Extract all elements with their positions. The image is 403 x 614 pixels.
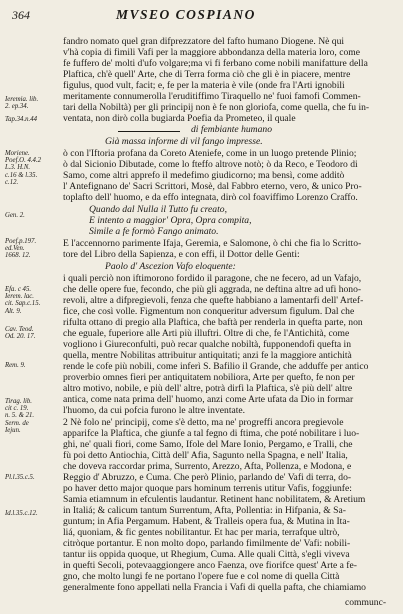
verse-line: Simile a fe formò Fango animato. <box>89 226 219 237</box>
margin-note: Moriene. Poef.O. 4.4.2 L.3. H.N. c.16 & l.35. c.12. <box>5 150 42 186</box>
text-line: revoli, altre a difpregievoli, fenza che quefte habbiano a lamentarfi dell' Artef- <box>63 295 364 306</box>
text-line: proverbio omnes fieri per antiquitatem nobiliora, Arte per quefto, fe non per <box>63 372 355 383</box>
text-line: ghi, ne' quali fiori, come Samo, Ifole del Mare Ionio, Pergamo, e Tralli, che <box>63 439 353 450</box>
verse-line: E intento a maggior' Opra, Opra compita, <box>89 215 252 226</box>
text-line: quella, mentre Nobilitas attribuitur antiquitati; anzi fe la maggiore antichità <box>63 350 352 361</box>
text-line: ò con l'Iftoria profana da Coreto Ateniefe, come in un luogo pretende Plinio; <box>63 148 357 159</box>
text-line: fice, che così volle. Figmentum non conqueritur adversum figulum. Dal che <box>63 306 355 317</box>
verse-rule <box>118 131 180 132</box>
text-line: gno, che molto lungi fe ne portano l'opere fue e col nome di quella Città <box>63 571 340 582</box>
text-line: v'hà copia di fimili Vafi per la maggiore abbondanza della materia loro, come <box>63 47 360 58</box>
text-line: tari della Nobiltà) per gli principij non è fe non gloriofa, come quella, che fu in- <box>63 102 370 113</box>
text-line: Samo, come altri apprefo il medefimo giudicorno; ma bensì, come additò <box>63 170 345 181</box>
margin-note: Poef.p.197. ed.Ven. 1668. 12. <box>5 238 37 260</box>
text-line: fe fuffero de' molti d'ufo volgare;ma vi fi ferbano come nobili manifatture della <box>63 58 368 69</box>
text-line: guntum; in Afia Pergamum. Habent, & Tralleis opera fua, & Mutina in Ita- <box>63 516 350 527</box>
text-line: liá, quoniam, & fic gentes nobilitantur. Et hac per maria, terrafque ultrò, <box>63 527 340 538</box>
text-line: altro motivo, nobile, e più dell' altre, potrà dirfi la Plaftica, s'è più dell' altre <box>63 383 353 394</box>
text-line: vogliono i Giureconfulti, può recar qualche nobiltà, fupponendofi quefta in <box>63 339 351 350</box>
text-line: Samia etiamnum in efculentis laudantur. Retinent hanc nobilitatem, & Aretium <box>63 494 366 505</box>
verse-line: Già massa informe di vil fango impresse. <box>105 136 263 147</box>
text-line: Reggio d' Abruzzo, e Cuma. Che però Plinio, parlando de' Vafi di terra, do- <box>63 472 352 483</box>
running-title: MVSEO COSPIANO <box>116 7 256 22</box>
page-number: 364 <box>12 8 30 22</box>
text-line: Plaftica, ch'è quell' Arte, che di Terra forma ciò che gli è in piacere, mentre <box>63 69 351 80</box>
margin-note: Tap.34.n.44 <box>5 116 38 123</box>
text-line: 2 Nè folo ne' principij, come s'è detto, ma ne' progreffi ancora pregievole <box>63 417 344 428</box>
verse-line: Quando dal Nulla il Tutto fu creato, <box>89 204 227 215</box>
text-line: che delle opere fue, fecondo, che più gli aggrada, ne deftina altre ad ufi hono- <box>63 284 362 295</box>
text-line: in Italiá; & calicum tantum Surrentum, Afta, Pollentia: in Hifpania, & Sa- <box>63 505 346 516</box>
margin-note: Pl.l.35.c.5. <box>5 474 35 481</box>
text-line: ò dal Sicionio Dibutade, come lo fteffo altrove notò; ò da Reco, e Teodoro di <box>63 159 358 170</box>
text-line: tantur iis oppida quoque, ut Rhegium, Cuma. Alle quali Città, s'egli viveva <box>63 549 350 560</box>
text-line: l' Antefignano de' Sacri Scrittori, Mosè, dal Fabbro eterno, vero, & unico Pro- <box>63 181 362 192</box>
margin-note: Ieremia. lib. 2. ep.34. <box>5 96 39 111</box>
text-line: apparifce la Plaftica, che giunfe a tal fegno di ftima, che poté nobilitare i luo- <box>63 428 360 439</box>
text-line: E l'accennorno parimente Ifaja, Geremia, e Salomone, ò chi che fia lo Scritto- <box>63 238 362 249</box>
text-line: i quali perciò non iftimorono fordido il paragone, che ne fecero, ad un Vafajo, <box>63 273 362 284</box>
verse-line: Paolo d' Ascezion Vafo eloquente: <box>105 261 236 272</box>
margin-note: Efa. c 45. Ierem. lac. cit. Sap.c.15. Alt. 9. <box>5 286 41 315</box>
text-line: citròque portantur. E non molto dopo, parlando fimilmente de' Vafi: nobili- <box>63 538 351 549</box>
text-line: figulus, quod vult, facit; e, fe per la materia è vile (onde fra l'Arti ignobili <box>63 80 345 91</box>
text-line: che eguale, fuperiore alle Arti più illuftri. Oltre di che, fe l'Antichità, come <box>63 328 350 339</box>
text-line: meritamente connumerolla l'eruditiffimo Tiraquello ne' fuoi famofi Commen- <box>63 91 361 102</box>
text-line: generalmente fono appellati nella Francia i Vafi di quella pafta, che chiamiamo <box>63 582 366 593</box>
text-line: ventata, non dirò colla bugiarda Poefia da Prometeo, il quale <box>63 113 296 124</box>
text-line: rifulta ottano di pregio alla Plaftica, che baftà per renderla in quefta parte, non <box>63 317 363 328</box>
text-line: fù poi detto Antiochia, Città dell' Afia, Sagunto nella Spagna, e nell' Italia, <box>63 450 348 461</box>
catchword: communc- <box>345 597 387 608</box>
text-line: antica, come nata prima dell' huomo, anzi come Arte ufata da Dio in formar <box>63 394 354 405</box>
body-text <box>63 0 399 614</box>
text-line: in quefti Secoli, potevaaggiongere anco Faenza, ove fiorifce quest' Arte a fe- <box>63 560 357 571</box>
margin-note: Id.l.35.c.12. <box>5 510 38 517</box>
text-line: che doveva raccordar prima, Surrento, Arezzo, Afta, Pollenza, e Modona, e <box>63 461 352 472</box>
margin-note: Cav. Teod. Od. 20. 17. <box>5 326 36 341</box>
text-line: toplafto dell' huomo, e da effo integnata, dirò col foaviffimo Lorenzo Craffo. <box>63 192 358 203</box>
text-line: fandro nomato quel gran difprezzatore del fafto humano Diogene. Nè qui <box>63 36 345 47</box>
text-line: l'huomo, da cui pofcia furono le altre inventate. <box>63 405 246 416</box>
margin-notes <box>5 0 63 614</box>
verse-line: di fembiante humano <box>191 124 273 135</box>
margin-note: Tirag. lib. cit c. 19. n. 5. & 21. Serm. de Iejun. <box>5 398 35 434</box>
text-line: po haver detto major quoque pars hominum terrenis utitur Vafis, foggiunfe: <box>63 483 352 494</box>
margin-note: Gen. 2. <box>5 212 25 219</box>
margin-note: Rem. 9. <box>5 362 26 369</box>
text-line: rende le cofe più nobili, come inferì S. Bafilio il Grande, che adduffe per antico <box>63 361 369 372</box>
text-line: tore del Libro della Sapienza, e con effi, il Dottor delle Genti: <box>63 249 300 260</box>
